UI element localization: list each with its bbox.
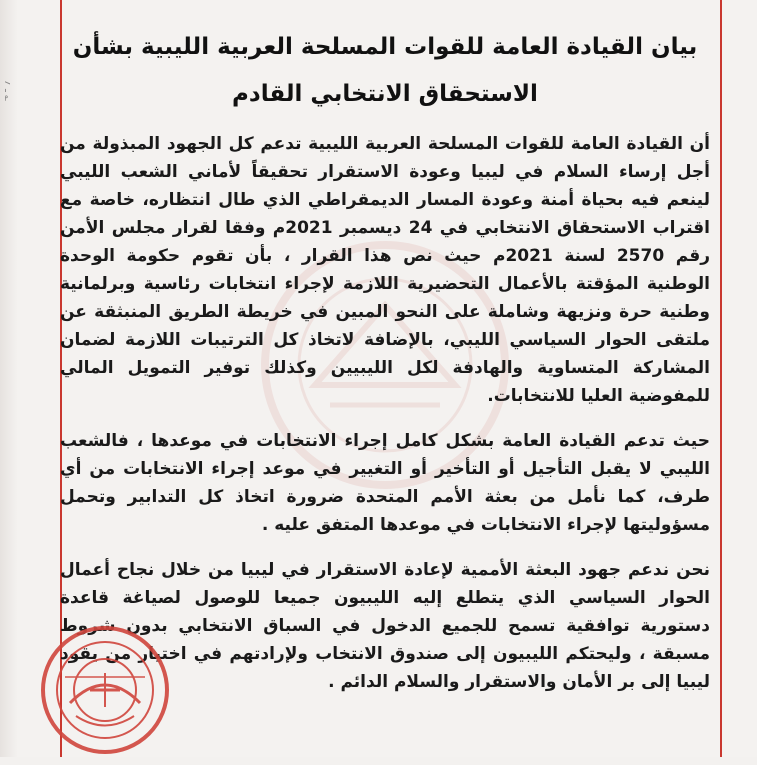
title-line-2: الاستحقاق الانتخابي القادم [232, 81, 538, 107]
paragraph-3: نحن ندعم جهود البعثة الأممية لإعادة الاستقرار في ليبيا من خلال نجاح أعمال الحوار السياسي الذي يتطلع إليه الليبيون جميعا للوصول لصياغة قاعدة دستورية توافقية تسمح للجميع الدخول في السباق الانتخابي بدون شروط مسبقة ، وليحتكم الليبيون إلى صندوق الانتخاب ولإرادتهم في اختيار من يقود ليبيا إلى بر الأمان والاستقرار والسلام الدائم . [60, 560, 710, 692]
right-red-border [720, 0, 722, 757]
paragraph-1: أن القيادة العامة للقوات المسلحة العربية الليبية تدعم كل الجهود المبذولة من أجل إرساء السلام في ليبيا وعودة الاستقرار تحقيقاً لأماني الشعب الليبي لينعم فيه بحياة أمنة وعودة المسار الديمقراطي الذي طال انتظاره، خاصة مع اقتراب الاستحقاق الانتخابي في 24 ديسمبر 2021م وفقا لقرار مجلس الأمن رقم 2570 لسنة 2021م حيث نص هذا القرار ، بأن تقوم حكومة الوحدة الوطنية المؤقتة بالأعمال التحضيرية اللازمة لإجراء انتخابات رئاسية وبرلمانية وطنية حرة ونزيهة وشاملة على النحو المبين في خريطة الطريق المنبثقة عن ملتقى الحوار السياسي الليبي، بالإضافة لاتخاذ كل الترتيبات اللازمة لضمان المشاركة المتساوية والهادفة لكل الليبيين وكذلك توفير التمويل المالي للمفوضية العليا للانتخابات. [60, 134, 710, 406]
statement-content [60, 24, 710, 696]
margin-handwriting: ـ ؍ ؎ [2, 80, 13, 102]
title-line-1: بيان القيادة العامة للقوات المسلحة العربية الليبية بشأن [72, 34, 698, 60]
statement-title [60, 24, 710, 118]
official-stamp-image [30, 615, 180, 765]
paragraph-2: حيث تدعم القيادة العامة بشكل كامل إجراء الانتخابات في موعدها ، فالشعب الليبي لا يقبل التأجيل أو التأخير أو التغيير في موعد إجراء الانتخابات من أي طرف، كما نأمل من بعثة الأمم المتحدة ضرورة اتخاذ كل التدابير وتحمل مسؤوليتها لإجراء الانتخابات في موعدها المتفق عليه . [60, 431, 710, 535]
